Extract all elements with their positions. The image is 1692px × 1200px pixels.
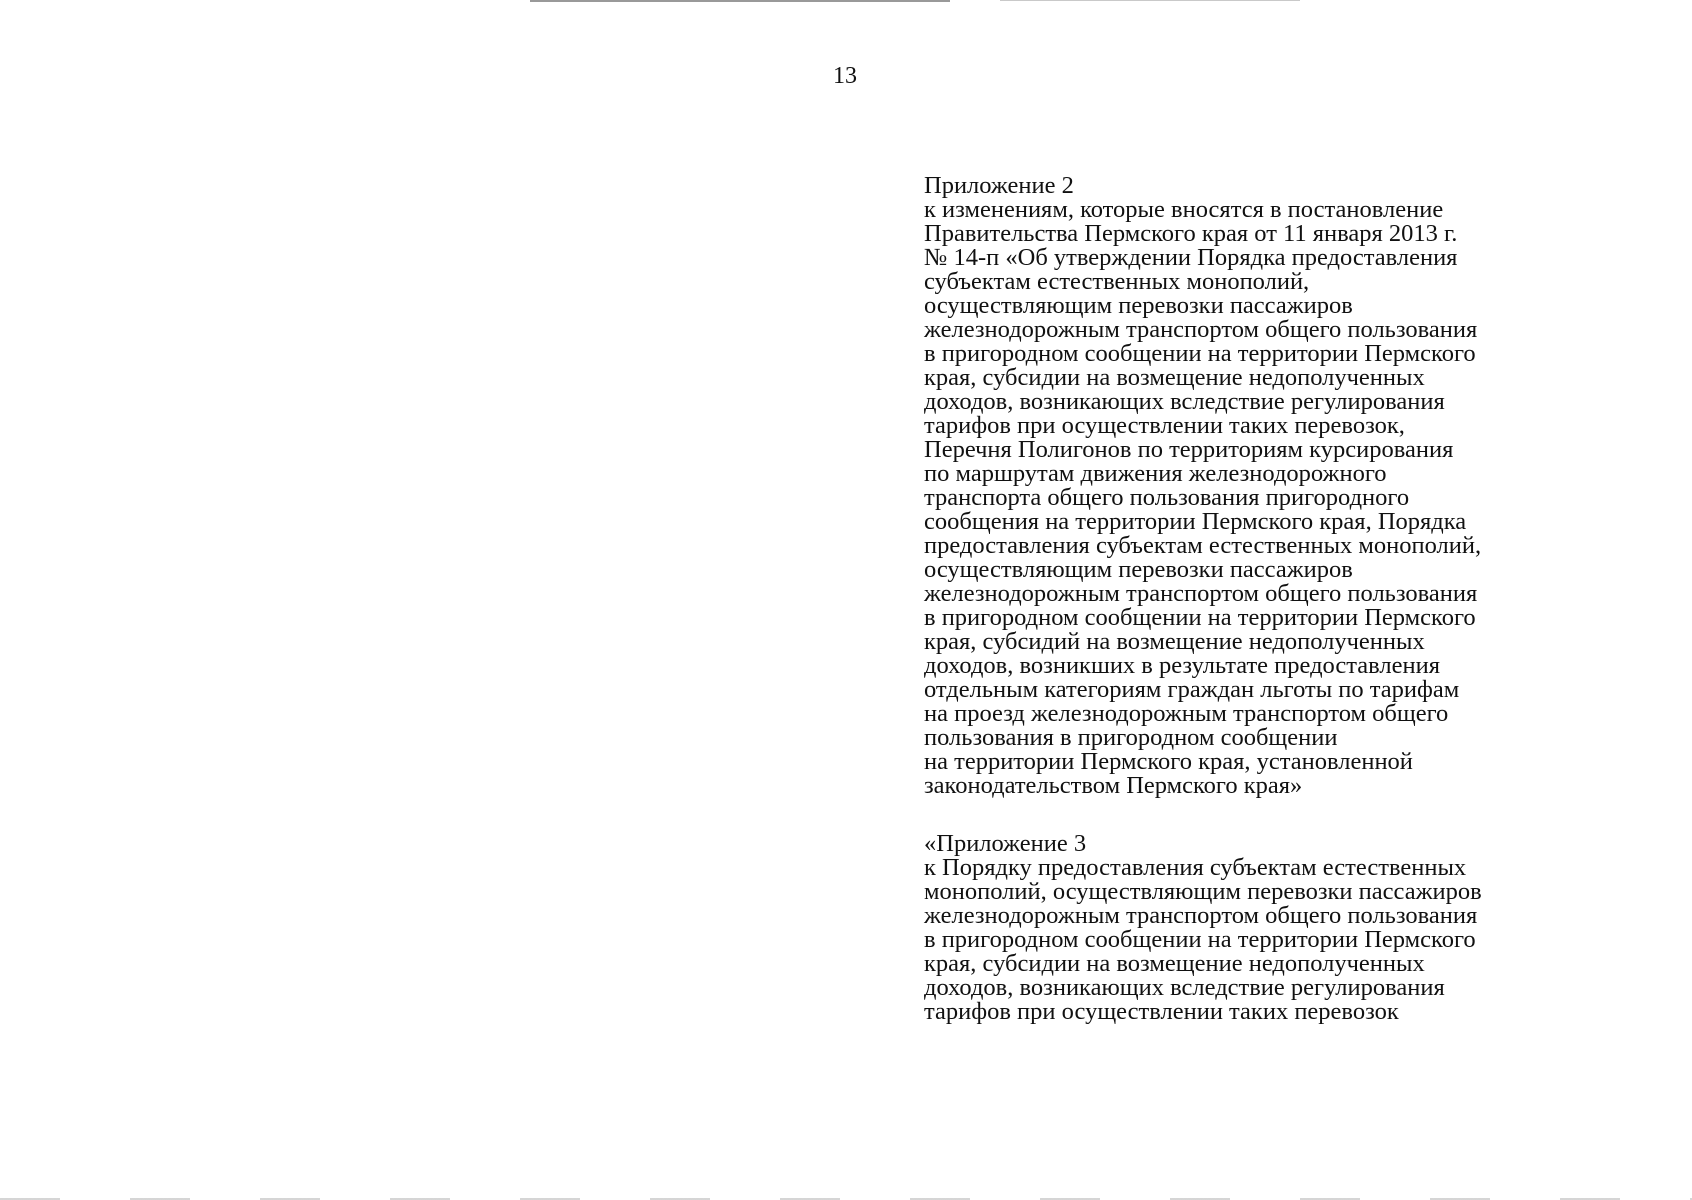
text-line: Правительства Пермского края от 11 января 2013 г.	[924, 220, 1458, 247]
appendix-2-heading	[924, 174, 1654, 798]
text-line: субъектам естественных монополий,	[924, 268, 1310, 295]
text-line: к Порядку предоставления субъектам естественных	[924, 854, 1467, 881]
text-line: осуществляющим перевозки пассажиров	[924, 556, 1353, 583]
text-line: доходов, возникающих вследствие регулирования	[924, 388, 1445, 415]
text-line: в пригородном сообщении на территории Пермского	[924, 926, 1476, 953]
text-line: Приложение 2	[924, 172, 1074, 199]
text-line: тарифов при осуществлении таких перевозок	[924, 998, 1399, 1025]
text-line: в пригородном сообщении на территории Пермского	[924, 604, 1476, 631]
text-line: железнодорожным транспортом общего пользования	[924, 580, 1478, 607]
text-line: сообщения на территории Пермского края, Порядка	[924, 508, 1467, 535]
text-line: законодательством Пермского края»	[924, 772, 1303, 799]
text-line: на проезд железнодорожным транспортом общего	[924, 700, 1449, 727]
text-line: «Приложение 3	[924, 830, 1087, 857]
text-line: железнодорожным транспортом общего пользования	[924, 316, 1478, 343]
text-line: монополий, осуществляющим перевозки пассажиров	[924, 878, 1482, 905]
scan-edge-mark	[530, 0, 950, 2]
text-line: на территории Пермского края, установленной	[924, 748, 1413, 775]
appendix-3-heading	[924, 832, 1654, 1024]
text-line: к изменениям, которые вносятся в постановление	[924, 196, 1444, 223]
text-line: отдельным категориям граждан льготы по тарифам	[924, 676, 1460, 703]
page-number: 13	[833, 63, 857, 89]
text-line: транспорта общего пользования пригородного	[924, 484, 1410, 511]
text-line: края, субсидий на возмещение недополученных	[924, 628, 1425, 655]
text-line: тарифов при осуществлении таких перевозок,	[924, 412, 1405, 439]
text-line: доходов, возникших в результате предоставления	[924, 652, 1441, 679]
text-line: Перечня Полигонов по территориям курсирования	[924, 436, 1454, 463]
text-line: по маршрутам движения железнодорожного	[924, 460, 1387, 487]
text-line: доходов, возникающих вследствие регулирования	[924, 974, 1445, 1001]
text-line: осуществляющим перевозки пассажиров	[924, 292, 1353, 319]
text-line: железнодорожным транспортом общего пользования	[924, 902, 1478, 929]
text-line: пользования в пригородном сообщении	[924, 724, 1338, 751]
text-line: в пригородном сообщении на территории Пермского	[924, 340, 1476, 367]
text-line: края, субсидии на возмещение недополученных	[924, 364, 1425, 391]
text-line: края, субсидии на возмещение недополученных	[924, 950, 1425, 977]
text-line: № 14-п «Об утверждении Порядка предоставления	[924, 244, 1458, 271]
scan-edge-mark	[1000, 0, 1300, 1]
text-line: предоставления субъектам естественных монополий,	[924, 532, 1482, 559]
